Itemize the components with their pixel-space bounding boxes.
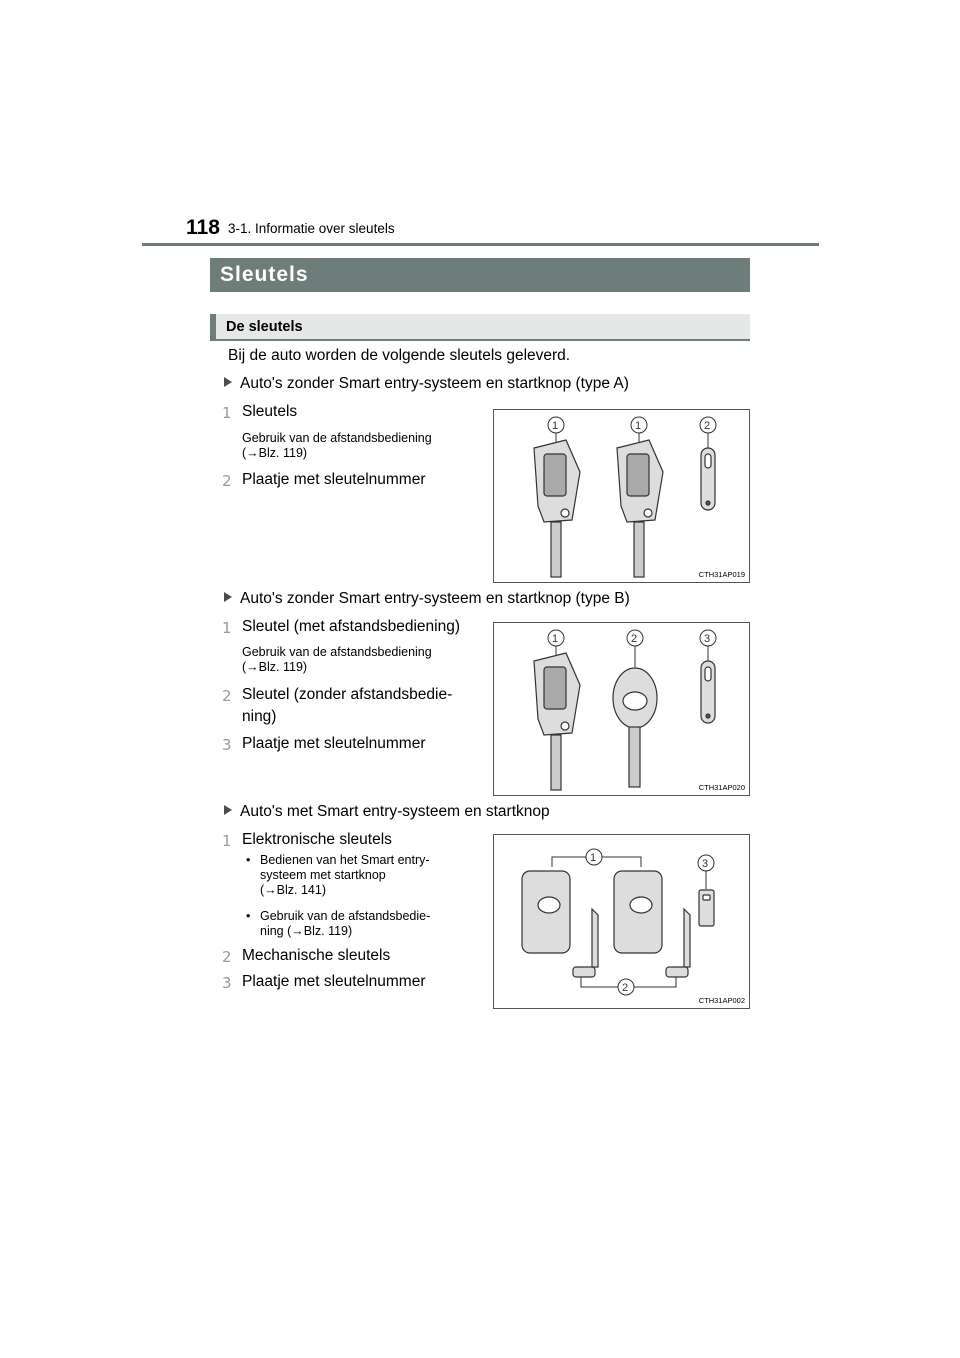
item-label: Sleutel (zonder afstandsbedie- bbox=[242, 686, 453, 703]
callout-label: 1 bbox=[552, 420, 559, 432]
callout-label: 3 bbox=[702, 858, 709, 870]
bullet-line: Gebruik van de afstandsbedie- bbox=[260, 909, 431, 923]
item-note-ref: (→Blz. 119) bbox=[242, 660, 308, 674]
callout-label: 2 bbox=[622, 982, 629, 994]
item-number: 1 bbox=[222, 404, 232, 422]
item-number: 2 bbox=[222, 948, 232, 966]
bullet-line: ning (→Blz. 119) bbox=[260, 924, 353, 938]
figure-keys-type-a bbox=[493, 409, 750, 583]
figure-code: CTH31AP019 bbox=[698, 570, 745, 579]
bullet-dot: • bbox=[246, 853, 251, 867]
item-label: Elektronische sleutels bbox=[242, 831, 392, 848]
figure-code: CTH31AP002 bbox=[698, 996, 745, 1005]
section-c-heading bbox=[224, 803, 550, 821]
callout-label: 1 bbox=[635, 420, 642, 432]
callout-label: 2 bbox=[631, 633, 638, 645]
bullet-line: (→Blz. 141) bbox=[260, 883, 326, 897]
item-label-cont: ning) bbox=[242, 708, 277, 725]
item-label: Plaatje met sleutelnummer bbox=[242, 735, 426, 752]
item-note: Gebruik van de afstandsbediening bbox=[242, 645, 432, 659]
subtitle: De sleutels bbox=[226, 319, 303, 335]
figure-keys-type-b bbox=[493, 622, 750, 796]
bullet-line: systeem met startknop bbox=[260, 868, 386, 882]
section-b-heading-text: Auto's zonder Smart entry-systeem en startknop (type B) bbox=[240, 590, 630, 607]
flip-key-illustration bbox=[494, 410, 749, 582]
figure-code: CTH31AP020 bbox=[698, 783, 745, 792]
item-note-ref: (→Blz. 119) bbox=[242, 446, 308, 460]
item-number: 3 bbox=[222, 974, 232, 992]
title-bar bbox=[210, 258, 750, 292]
page-title: Sleutels bbox=[220, 263, 309, 286]
smart-key-illustration bbox=[494, 835, 749, 1008]
running-head: 3-1. Informatie over sleutels bbox=[228, 221, 395, 236]
item-number: 1 bbox=[222, 619, 232, 637]
item-number: 2 bbox=[222, 472, 232, 490]
subtitle-bar bbox=[210, 314, 750, 341]
header-rule bbox=[142, 243, 819, 246]
item-label: Plaatje met sleutelnummer bbox=[242, 973, 426, 990]
item-label: Sleutel (met afstandsbediening) bbox=[242, 618, 460, 635]
bullet-dot: • bbox=[246, 909, 251, 923]
callout-label: 1 bbox=[552, 633, 559, 645]
section-a-heading bbox=[224, 375, 629, 393]
item-label: Plaatje met sleutelnummer bbox=[242, 471, 426, 488]
figure-smart-keys bbox=[493, 834, 750, 1009]
item-note: Gebruik van de afstandsbediening bbox=[242, 431, 432, 445]
page-number: 118 bbox=[186, 216, 220, 239]
item-label: Mechanische sleutels bbox=[242, 947, 391, 964]
section-b-heading bbox=[224, 590, 630, 608]
key-illustration bbox=[494, 623, 749, 795]
item-label: Sleutels bbox=[242, 403, 298, 420]
triangle-bullet-icon bbox=[224, 592, 232, 602]
bullet-line: Bedienen van het Smart entry- bbox=[260, 853, 430, 867]
section-c-heading-text: Auto's met Smart entry-systeem en startknop bbox=[240, 803, 550, 820]
item-number: 2 bbox=[222, 687, 232, 705]
callout-label: 2 bbox=[704, 420, 711, 432]
triangle-bullet-icon bbox=[224, 377, 232, 387]
triangle-bullet-icon bbox=[224, 805, 232, 815]
item-number: 3 bbox=[222, 736, 232, 754]
callout-label: 3 bbox=[704, 633, 711, 645]
item-number: 1 bbox=[222, 832, 232, 850]
intro-text: Bij de auto worden de volgende sleutels geleverd. bbox=[228, 347, 571, 364]
section-a-heading-text: Auto's zonder Smart entry-systeem en startknop (type A) bbox=[240, 375, 629, 392]
callout-label: 1 bbox=[590, 852, 597, 864]
subtitle-accent bbox=[210, 314, 216, 341]
